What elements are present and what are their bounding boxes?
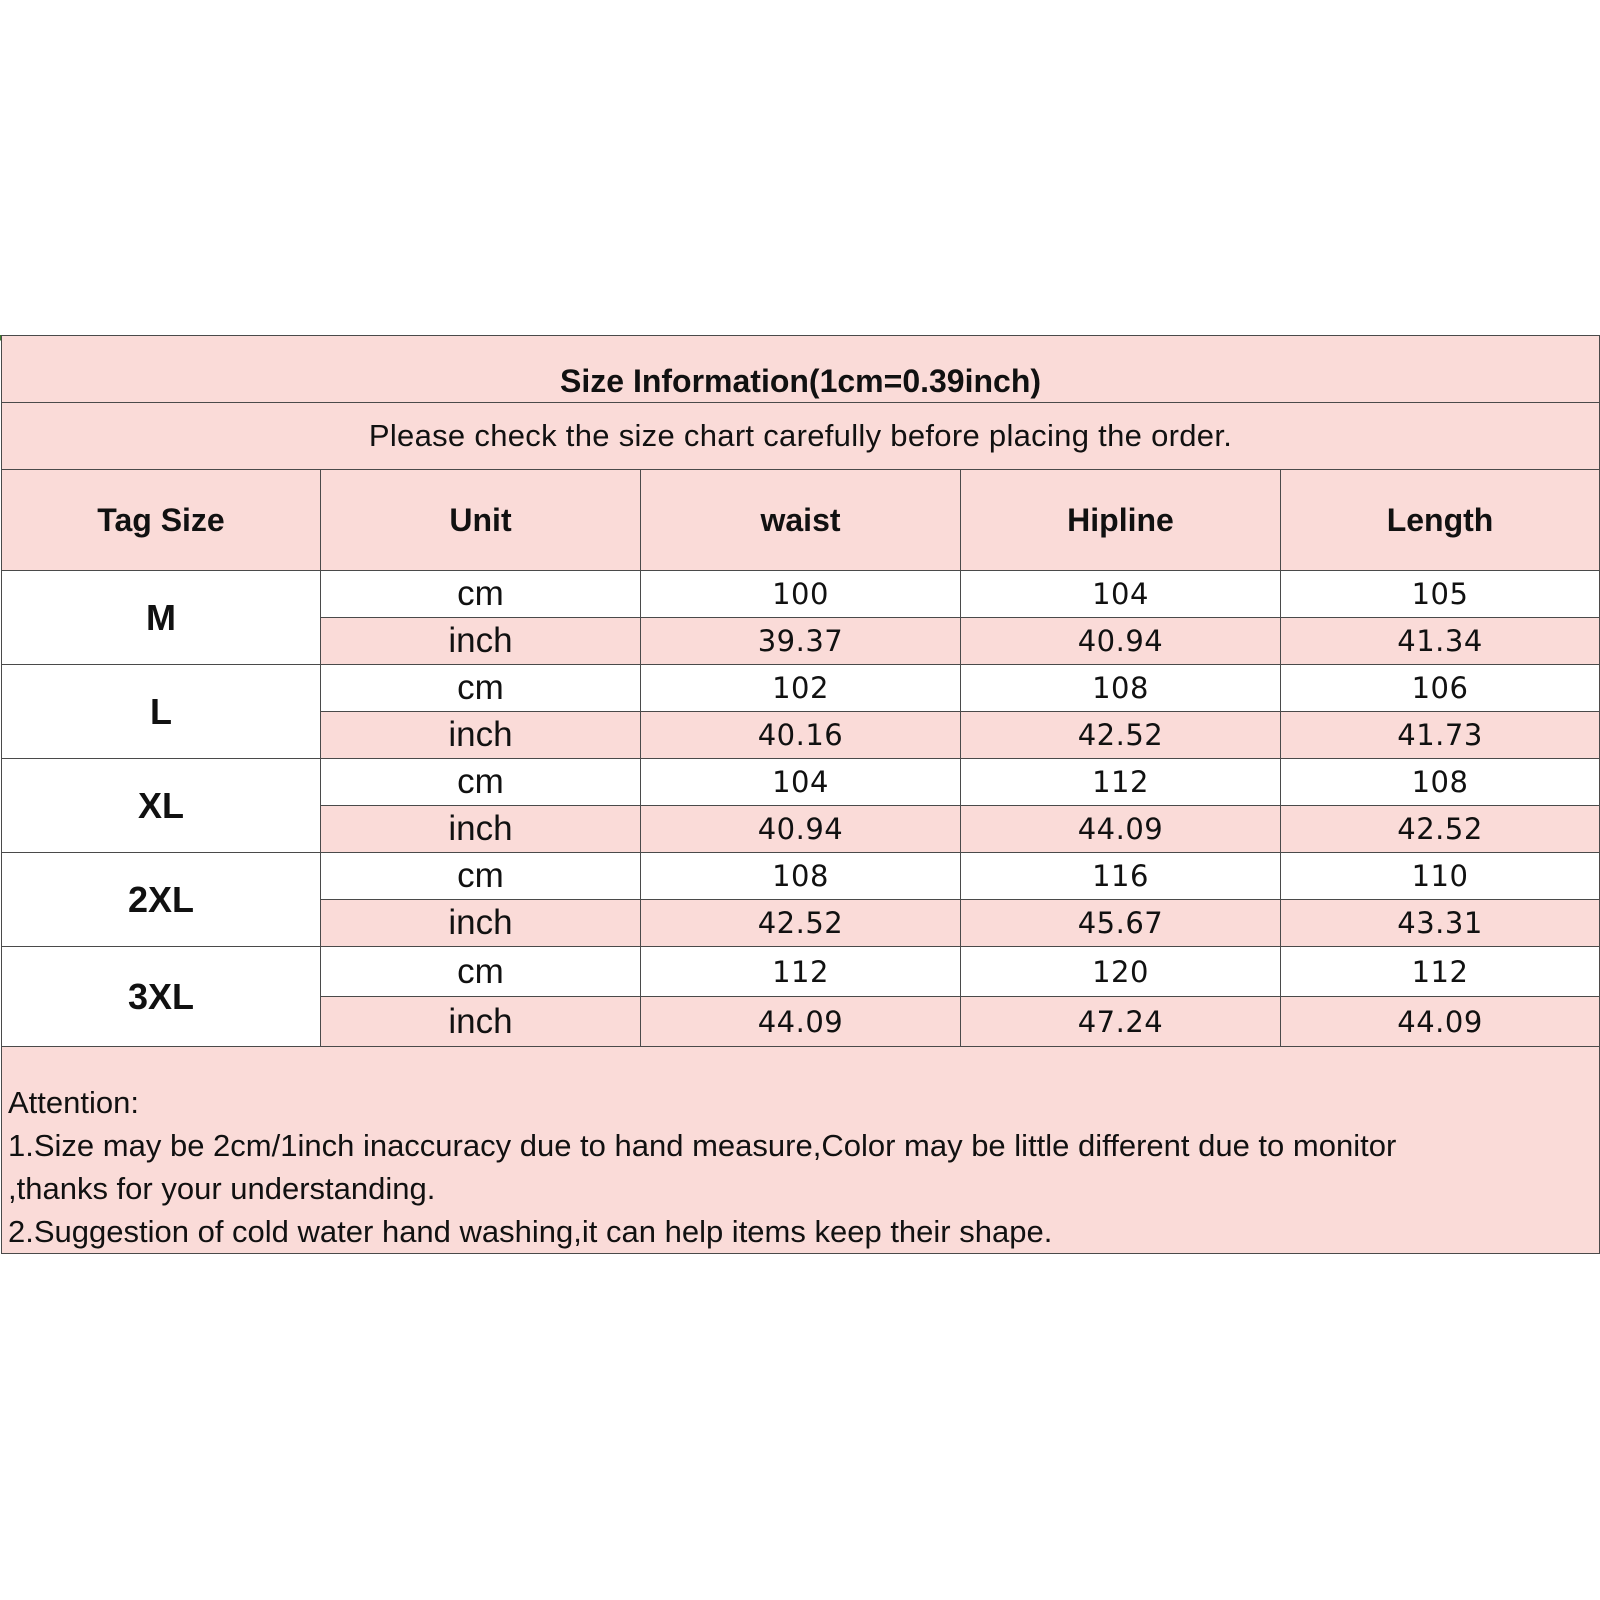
size-row-cm: [2, 853, 1600, 900]
attention-heading: Attention:: [8, 1085, 139, 1120]
length-cm-value: 108: [1281, 759, 1600, 806]
hipline-cm-value: 120: [961, 947, 1281, 997]
unit-inch-cell: inch: [321, 618, 641, 665]
length-inch-value: 44.09: [1281, 997, 1600, 1047]
length-cm-value: 105: [1281, 571, 1600, 618]
unit-cm-cell: cm: [321, 571, 641, 618]
header-row: [2, 470, 1600, 571]
waist-inch-value: 44.09: [641, 997, 961, 1047]
unit-cm-cell: cm: [321, 759, 641, 806]
length-cm-value: 110: [1281, 853, 1600, 900]
header-length: Length: [1281, 470, 1600, 571]
length-inch-value: 41.73: [1281, 712, 1600, 759]
waist-inch-value: 42.52: [641, 900, 961, 947]
hipline-cm-value: 108: [961, 665, 1281, 712]
header-unit: Unit: [321, 470, 641, 571]
header-tag-size: Tag Size: [2, 470, 321, 571]
waist-cm-value: 100: [641, 571, 961, 618]
waist-cm-value: 104: [641, 759, 961, 806]
size-row-cm: [2, 947, 1600, 997]
header-hipline: Hipline: [961, 470, 1281, 571]
attention-note-2: 2.Suggestion of cold water hand washing,it can help items keep their shape.: [8, 1214, 1053, 1249]
tag-size-cell: 3XL: [2, 947, 321, 1047]
length-cm-value: 112: [1281, 947, 1600, 997]
attention-note-1-cont: ,thanks for your understanding.: [8, 1171, 436, 1206]
attention-note-1: 1.Size may be 2cm/1inch inaccuracy due to hand measure,Color may be little different due to monitor: [8, 1128, 1397, 1163]
hipline-cm-value: 104: [961, 571, 1281, 618]
size-chart-table: [1, 335, 1600, 1254]
hipline-inch-value: 45.67: [961, 900, 1281, 947]
tag-size-cell: L: [2, 665, 321, 759]
size-info-title-text: Size Information(1cm=0.39inch): [560, 363, 1042, 399]
hipline-cm-value: 112: [961, 759, 1281, 806]
unit-inch-cell: inch: [321, 806, 641, 853]
order-check-notice: Please check the size chart carefully before placing the order.: [2, 403, 1600, 470]
length-inch-value: 43.31: [1281, 900, 1600, 947]
hipline-inch-value: 42.52: [961, 712, 1281, 759]
size-row-cm: [2, 759, 1600, 806]
length-inch-value: 42.52: [1281, 806, 1600, 853]
size-row-cm: [2, 665, 1600, 712]
hipline-cm-value: 116: [961, 853, 1281, 900]
header-waist: waist: [641, 470, 961, 571]
unit-inch-cell: inch: [321, 997, 641, 1047]
tag-size-cell: XL: [2, 759, 321, 853]
length-inch-value: 41.34: [1281, 618, 1600, 665]
size-info-title: [2, 336, 1600, 403]
waist-cm-value: 112: [641, 947, 961, 997]
waist-cm-value: 102: [641, 665, 961, 712]
length-cm-value: 106: [1281, 665, 1600, 712]
unit-inch-cell: inch: [321, 900, 641, 947]
unit-cm-cell: cm: [321, 947, 641, 997]
unit-cm-cell: cm: [321, 853, 641, 900]
tag-size-cell: M: [2, 571, 321, 665]
hipline-inch-value: 47.24: [961, 997, 1281, 1047]
unit-inch-cell: inch: [321, 712, 641, 759]
attention-notes: [2, 1047, 1600, 1254]
waist-inch-value: 39.37: [641, 618, 961, 665]
waist-cm-value: 108: [641, 853, 961, 900]
hipline-inch-value: 40.94: [961, 618, 1281, 665]
unit-cm-cell: cm: [321, 665, 641, 712]
size-row-cm: [2, 571, 1600, 618]
hipline-inch-value: 44.09: [961, 806, 1281, 853]
waist-inch-value: 40.16: [641, 712, 961, 759]
waist-inch-value: 40.94: [641, 806, 961, 853]
tag-size-cell: 2XL: [2, 853, 321, 947]
